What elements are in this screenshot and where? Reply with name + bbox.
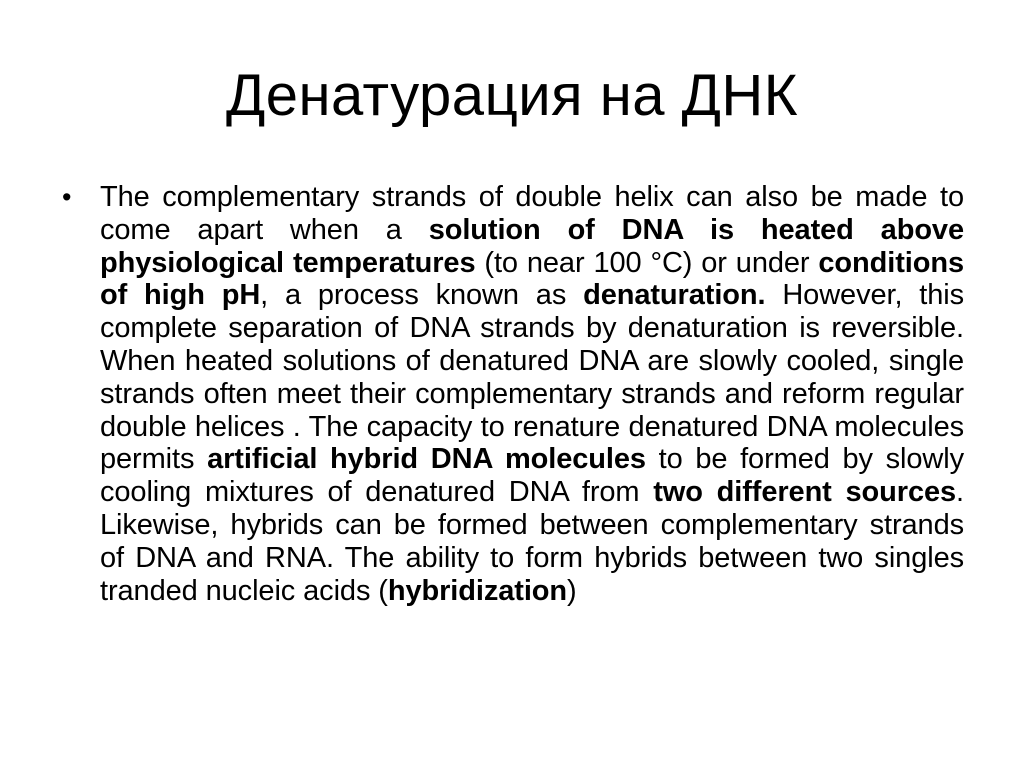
text-run: . Likewise, hybrids can be formed between complementary strands of DNA and RNA. The ability to form hybrids between two singles tranded nucleic acids (: [100, 476, 965, 607]
text-run: , a process known as: [260, 279, 584, 312]
bullet-paragraph: [100, 181, 964, 607]
text-run: ): [567, 574, 577, 607]
bold-text-run: conditions of high pH: [100, 246, 964, 312]
slide-title: Денатурация на ДНК: [225, 63, 799, 128]
bold-text-run: solution of DNA is heated above physiological temperatures: [100, 213, 964, 279]
text-run: The complementary strands of double helix can also be made to come apart when a: [100, 181, 964, 246]
text-run: (to near 100 °C) or under: [475, 246, 819, 279]
text-run: However, this complete separation of DNA strands by denaturation is reversible. When heated solutions of denatured DNA are slowly cooled, single strands often meet their complementary strands and reform regular double helices . The capacity to renature denatured DNA molecules permits: [100, 279, 965, 476]
bullet-icon: •: [62, 182, 72, 212]
text-run: to be formed by slowly cooling mixtures of denatured DNA from: [100, 443, 964, 509]
bold-text-run: hybridization: [387, 574, 568, 607]
bold-text-run: denaturation.: [583, 279, 766, 312]
bold-text-run: artificial hybrid DNA molecules: [207, 443, 646, 476]
bold-text-run: two different sources: [653, 476, 957, 509]
